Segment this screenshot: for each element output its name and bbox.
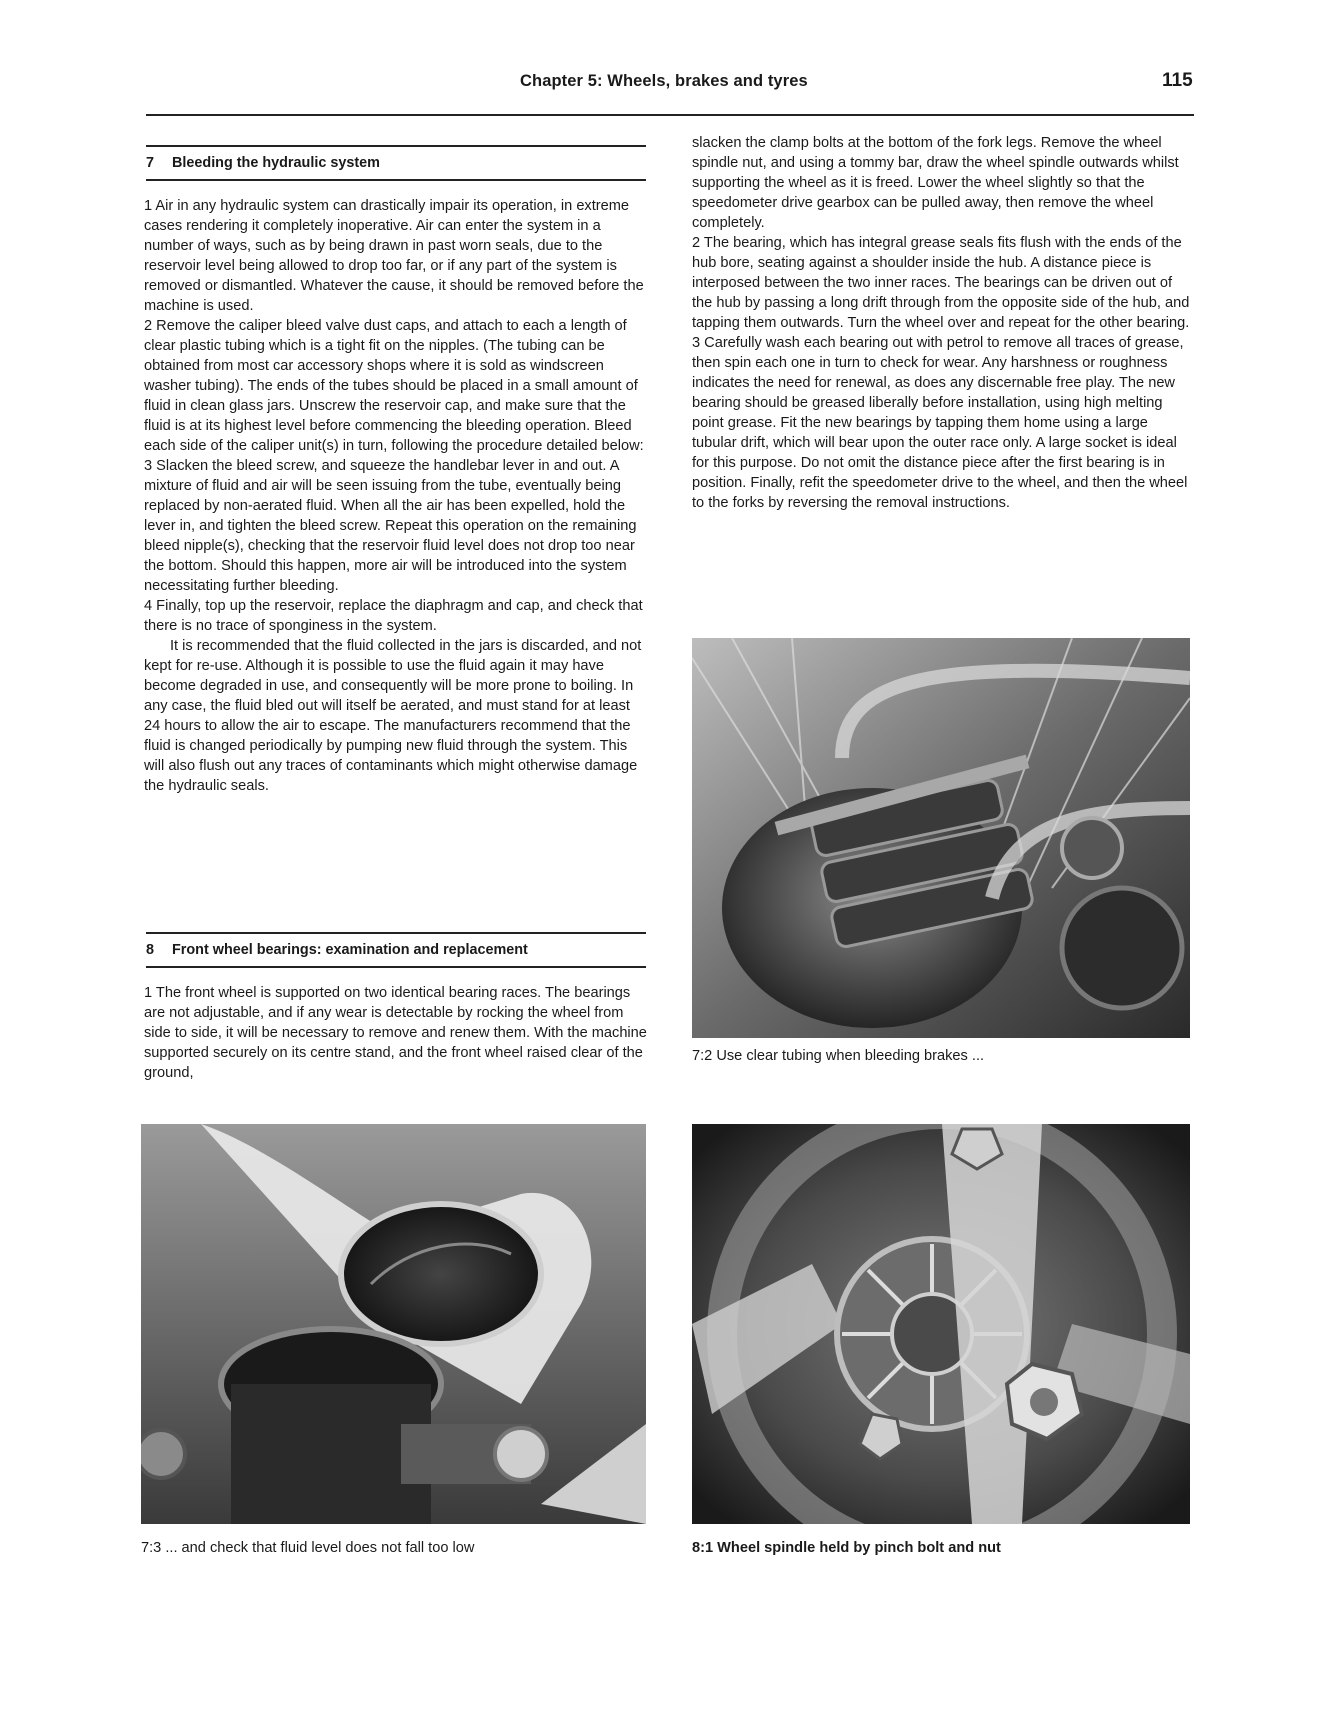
photo-bleeding-brakes-image — [692, 638, 1190, 1038]
section-7-heading — [146, 145, 646, 181]
section-7-paragraph-1: 1 Air in any hydraulic system can drastically impair its operation, in extreme cases rendering it completely inoperative. Air can enter the system in a number of ways, such as by being drawn in past worn seals, due to the reservoir level being allowed to drop too far, or if any part of the system is removed or dismantled. Whatever the cause, it should be removed before the machine is used. — [144, 198, 644, 314]
section-7-paragraph-5: It is recommended that the fluid collected in the jars is discarded, and not kept for re-use. Although it is possible to use the fluid again it may have become degraded in use, and consequently will be more prone to boiling. In any case, the fluid bled out will itself be aerated, and must stand for at least 24 hours to allow the air to escape. The manufacturers recommend that the fluid is changed periodically by pumping new fluid through the system. This will also flush out any traces of contaminants which might otherwise damage the hydraulic seals. — [144, 638, 642, 794]
section-8-paragraph-2: 2 The bearing, which has integral grease seals fits flush with the ends of the hub bore, seating against a shoulder inside the hub. A distance piece is interposed between the two inner races. The bearings can be driven out of the hub by passing a long drift through from the opposite side of the hub, and tapping them outwards. Turn the wheel over and repeat for the other bearing. — [692, 235, 1190, 331]
section-8-number: 8 — [146, 942, 155, 958]
caption-fig-7-3: 7:3 ... and check that fluid level does not fall too low — [141, 1540, 475, 1556]
caption-fig-7-2: 7:2 Use clear tubing when bleeding brakes ... — [692, 1048, 985, 1064]
section-8-rule-bottom — [146, 966, 646, 968]
section-8-paragraph-1: 1 The front wheel is supported on two identical bearing races. The bearings are not adjustable, and if any wear is detectable by rocking the wheel from side to side, it will be necessary to remove and renew them. With the machine supported securely on its centre stand, and the front wheel raised clear of the ground, — [144, 985, 647, 1081]
section-7-paragraph-3: 3 Slacken the bleed screw, and squeeze the handlebar lever in and out. A mixture of fluid and air will be seen issuing from the tube, eventually being replaced by non-aerated fluid. When all the air has been expelled, hold the lever in, and tighten the bleed screw. Repeat this operation on the remaining bleed nipple(s), checking that the reservoir fluid level does not drop too near the bottom. Should this happen, more air will be introduced into the system necessitating further bleeding. — [144, 458, 637, 594]
chapter-title: Chapter 5: Wheels, brakes and tyres — [520, 72, 808, 90]
page-number: 115 — [1162, 70, 1193, 91]
section-7-body — [144, 196, 650, 796]
photo-reservoir-cap — [141, 1124, 646, 1524]
section-7-number: 7 — [146, 155, 155, 171]
section-8-heading — [146, 932, 646, 968]
section-7-title: Bleeding the hydraulic system — [172, 155, 380, 171]
photo-bleeding-brakes — [692, 638, 1190, 1038]
photo-wheel-spindle-image — [692, 1124, 1190, 1524]
photo-reservoir-cap-image — [141, 1124, 646, 1524]
header-rule — [146, 114, 1194, 116]
section-8-title: Front wheel bearings: examination and replacement — [172, 942, 528, 958]
section-8-body-right — [692, 133, 1196, 513]
section-8-label — [146, 934, 646, 966]
photo-wheel-spindle — [692, 1124, 1190, 1524]
section-8-continuation: slacken the clamp bolts at the bottom of the fork legs. Remove the wheel spindle nut, and using a tommy bar, draw the wheel spindle outwards whilst supporting the wheel as it is freed. Lower the wheel slightly so that the speedometer drive gearbox can be pulled away, then remove the wheel completely. — [692, 135, 1179, 231]
section-7-paragraph-4: 4 Finally, top up the reservoir, replace the diaphragm and cap, and check that there is no trace of sponginess in the system. — [144, 598, 643, 634]
section-7-paragraph-2: 2 Remove the caliper bleed valve dust caps, and attach to each a length of clear plastic tubing which is a tight fit on the nipples. (The tubing can be obtained from most car accessory shops where it is sold as windscreen washer tubing). The ends of the tubes should be placed in a small amount of fluid in clean glass jars. Unscrew the reservoir cap, and make sure that the fluid is at its highest level before commencing the bleeding operation. Bleed each side of the caliper unit(s) in turn, following the procedure detailed below: — [144, 318, 644, 454]
section-8-body-left — [144, 983, 650, 1083]
section-7-label — [146, 147, 646, 179]
section-7-rule-bottom — [146, 179, 646, 181]
section-8-paragraph-3: 3 Carefully wash each bearing out with petrol to remove all traces of grease, then spin each one in turn to check for wear. Any harshness or roughness indicates the need for renewal, as does any discernable free play. The new bearing should be greased liberally before installation, using high melting point grease. Fit the new bearings by tapping them home using a large tubular drift, which will bear upon the outer race only. A large socket is ideal for this purpose. Do not omit the distance piece after the first bearing is in position. Finally, refit the speedometer drive to the wheel, and then the wheel to the forks by reversing the removal instructions. — [692, 335, 1188, 511]
caption-fig-8-1: 8:1 Wheel spindle held by pinch bolt and nut — [692, 1540, 1001, 1556]
